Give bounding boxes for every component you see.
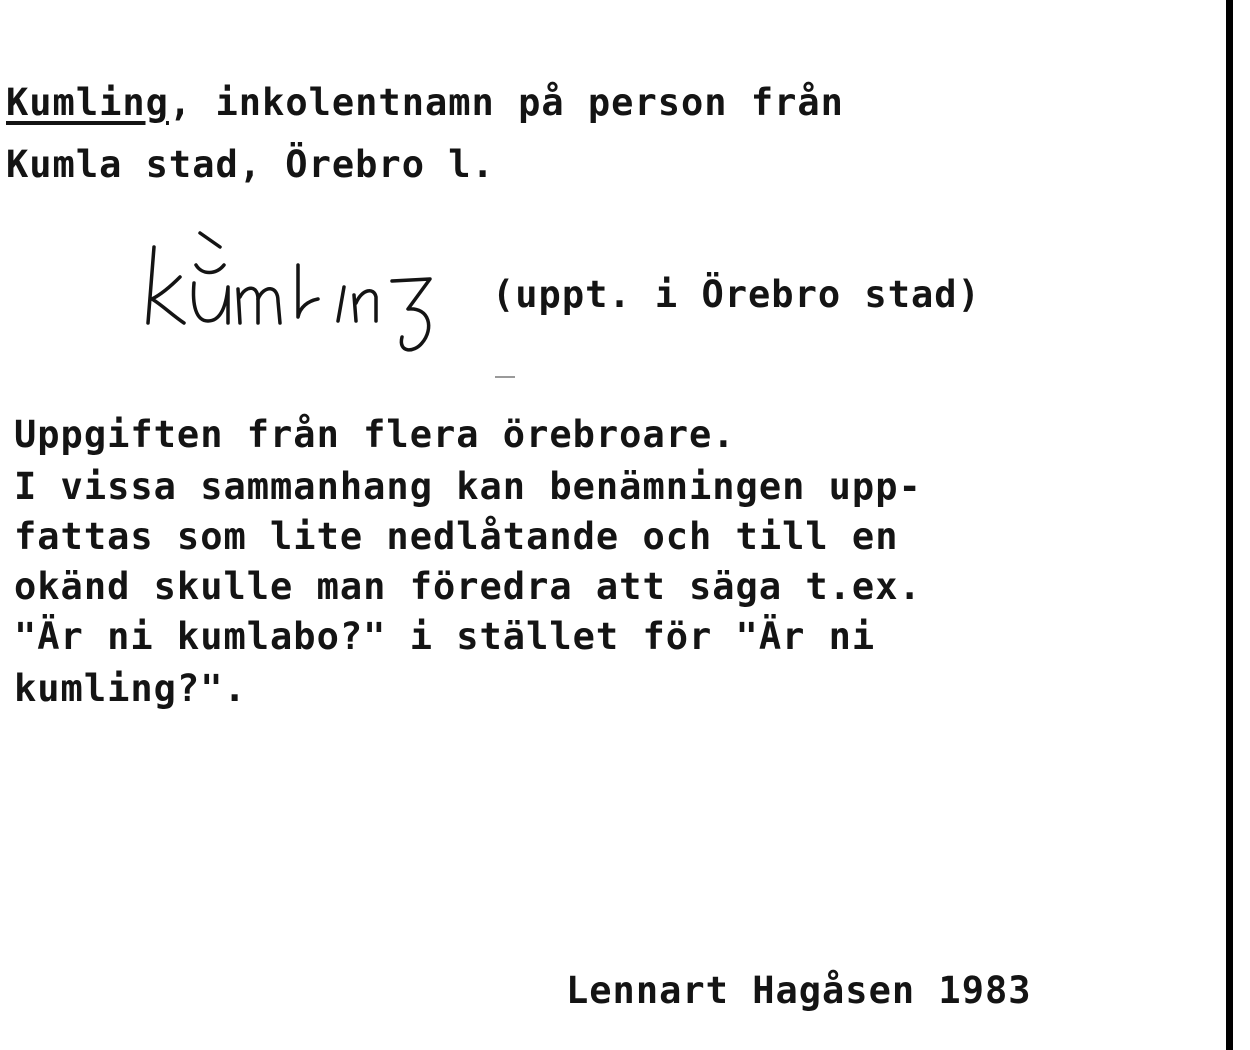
body-line: I vissa sammanhang kan benämningen upp- [14,465,922,508]
body-line: fattas som lite nedlåtande och till en [14,515,899,558]
phonetic-note: (uppt. i Örebro stad) [492,273,981,316]
heading-line [6,78,844,128]
body-line: Uppgiften från flera örebroare. [14,413,736,456]
ink-speck [495,376,515,378]
signature: Lennart Hagåsen 1983 [566,969,1032,1012]
body-line: okänd skulle man föredra att säga t.ex. [14,565,922,608]
body-line: kumling?". [14,667,247,710]
headword: Kumling [6,81,169,124]
handwritten-phonetic-icon [140,225,470,360]
heading-definition: , inkolentnamn på person från [168,81,844,124]
body-line: "Är ni kumlabo?" i stället för "Är ni [14,615,876,658]
phonetic-transcription [140,225,470,360]
card-edge-border [1226,0,1233,1050]
heading-location: Kumla stad, Örebro l. [6,143,495,186]
